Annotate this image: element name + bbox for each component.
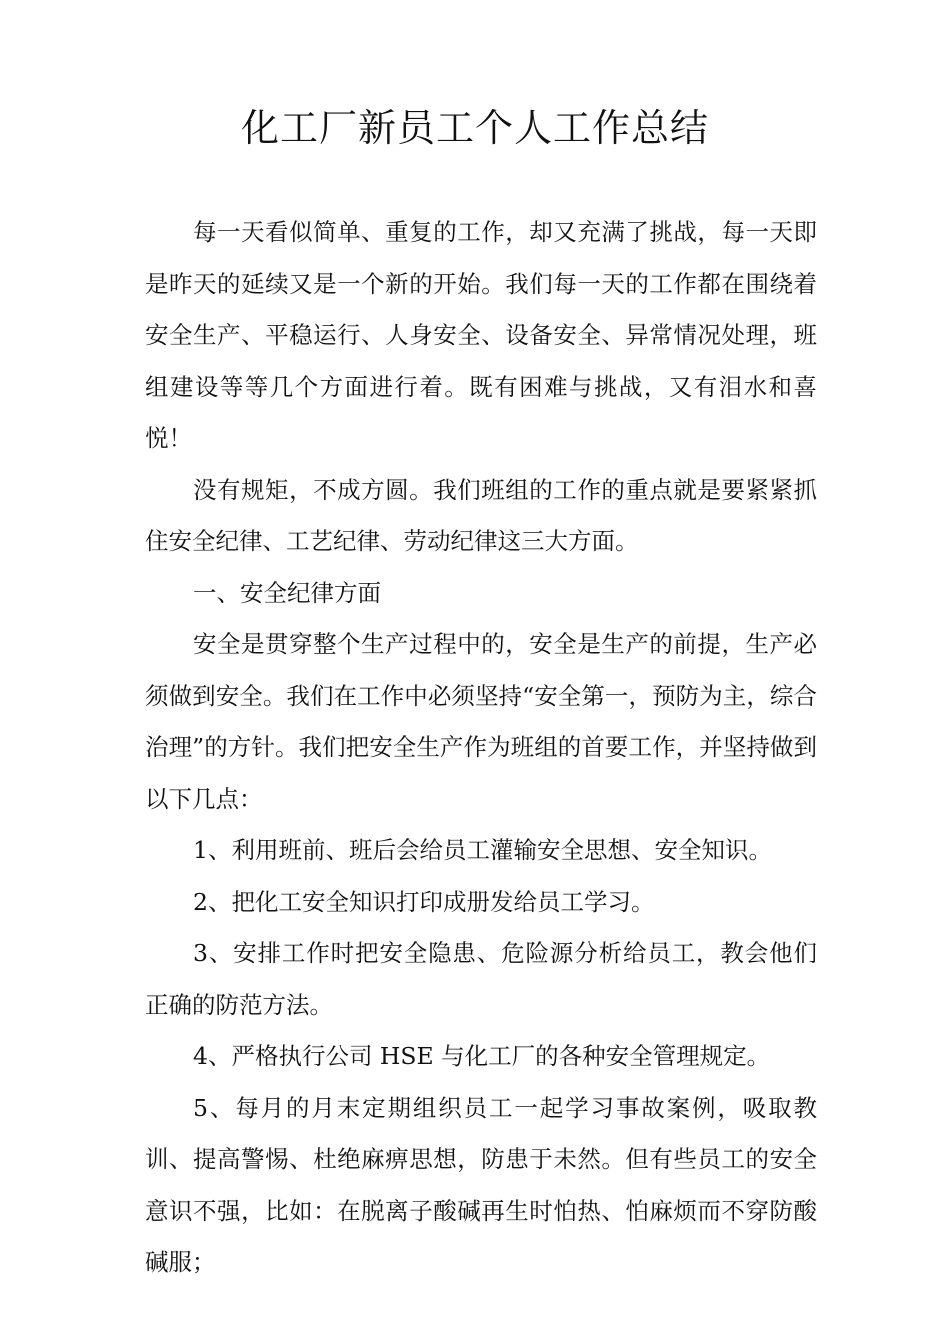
- document-body: [145, 207, 817, 1289]
- section-heading-safety: 一、安全纪律方面: [193, 578, 381, 607]
- list-item-4: 4、严格执行公司 HSE 与化工厂的各种安全管理规定。: [193, 1042, 771, 1070]
- list-item-5: 5、每月的月末定期组织员工一起学习事故案例，吸取教训、提高警惕、杜绝麻痹思想，防患于未然。但有些员工的安全意识不强，比如：在脱离子酸碱再生时怕热、怕麻烦而不穿防酸碱服；: [145, 1093, 817, 1276]
- list-item-2: 2、把化工安全知识打印成册发给员工学习。: [193, 887, 655, 916]
- document-title: 化工厂新员工个人工作总结: [240, 106, 709, 150]
- paragraph-rules: 没有规矩，不成方圆。我们班组的工作的重点就是要紧紧抓住安全纪律、工艺纪律、劳动纪律这三大方面。: [145, 475, 817, 555]
- paragraph-safety: 安全是贯穿整个生产过程中的，安全是生产的前提，生产必须做到安全。我们在工作中必须坚持“安全第一，预防为主，综合治理”的方针。我们把安全生产作为班组的首要工作，并坚持做到以下几点：: [145, 630, 817, 813]
- list-item-1: 1、利用班前、班后会给员工灌输安全思想、安全知识。: [193, 836, 772, 864]
- paragraph-intro: 每一天看似简单、重复的工作，却又充满了挑战，每一天即是昨天的延续又是一个新的开始。我们每一天的工作都在围绕着安全生产、平稳运行、人身安全、设备安全、异常情况处理，班组建设等等几个方面进行着。既有困难与挑战，又有泪水和喜悦！: [145, 218, 817, 452]
- list-item-3: 3、安排工作时把安全隐患、危险源分析给员工，教会他们正确的防范方法。: [145, 939, 817, 1019]
